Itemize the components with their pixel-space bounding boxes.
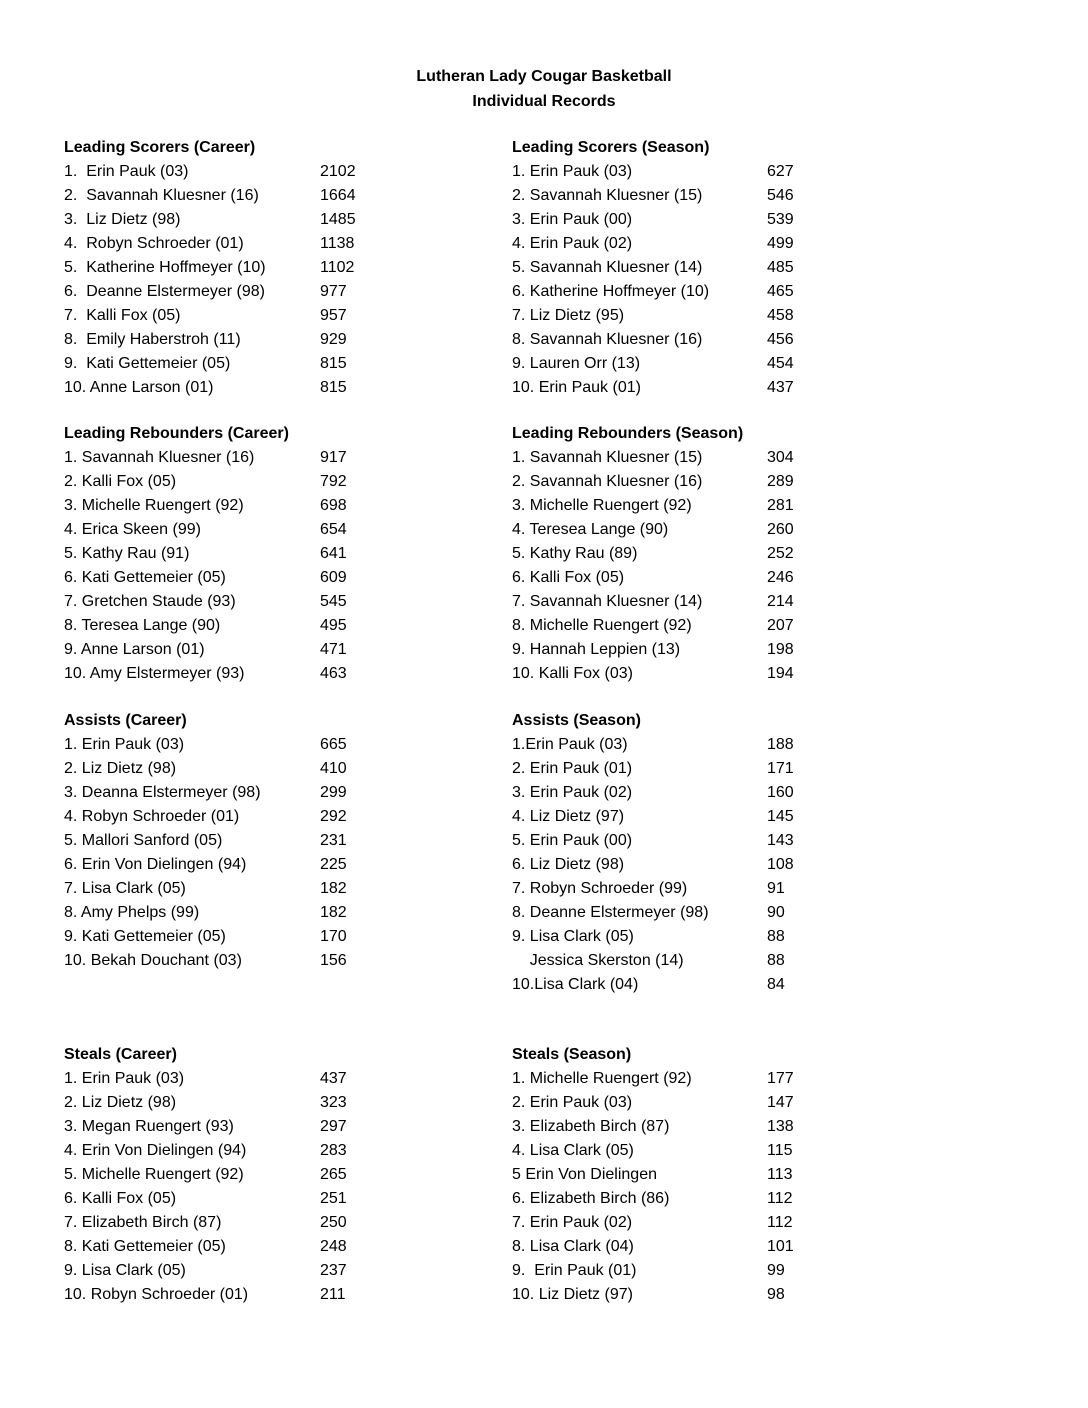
section-steals-career [64, 1043, 484, 1307]
player-name: 3. Erin Pauk (00) [512, 211, 633, 228]
section-heading: Leading Rebounders (Season) [512, 425, 744, 442]
record-row [512, 829, 932, 853]
record-row [64, 494, 484, 518]
player-name: 5. Katherine Hoffmeyer (10) [64, 259, 266, 276]
record-value: 265 [320, 1166, 347, 1183]
player-name: 7. Lisa Clark (05) [64, 880, 186, 897]
record-row [512, 1259, 932, 1283]
record-value: 207 [767, 617, 794, 634]
record-row [64, 1235, 484, 1259]
player-name: 4. Robyn Schroeder (01) [64, 808, 240, 825]
player-name: 9. Lisa Clark (05) [64, 1262, 186, 1279]
record-value: 437 [320, 1070, 347, 1087]
record-value: 437 [767, 379, 794, 396]
record-row [64, 542, 484, 566]
record-value: 182 [320, 880, 347, 897]
record-value: 1485 [320, 211, 356, 228]
record-value: 641 [320, 545, 347, 562]
section-heading: Steals (Career) [64, 1046, 177, 1063]
player-name: 3. Liz Dietz (98) [64, 211, 181, 228]
record-row [64, 1283, 484, 1307]
player-name: 4. Erin Von Dielingen (94) [64, 1142, 247, 1159]
record-row [512, 1211, 932, 1235]
record-value: 495 [320, 617, 347, 634]
player-name: 8. Michelle Ruengert (92) [512, 617, 692, 634]
player-name: 1. Michelle Ruengert (92) [512, 1070, 692, 1087]
player-name: 10. Bekah Douchant (03) [64, 952, 242, 969]
record-row [512, 781, 932, 805]
player-name: 5. Michelle Ruengert (92) [64, 1166, 244, 1183]
record-value: 198 [767, 641, 794, 658]
record-value: 156 [320, 952, 347, 969]
record-value: 248 [320, 1238, 347, 1255]
document-header [0, 64, 1088, 114]
record-value: 108 [767, 856, 794, 873]
record-row [64, 1259, 484, 1283]
record-value: 289 [767, 473, 794, 490]
record-row [64, 877, 484, 901]
record-value: 815 [320, 379, 347, 396]
player-name: 10. Liz Dietz (97) [512, 1286, 633, 1303]
record-value: 115 [767, 1142, 793, 1159]
record-value: 91 [767, 880, 785, 897]
player-name: 10. Robyn Schroeder (01) [64, 1286, 249, 1303]
record-value: 251 [320, 1190, 347, 1207]
player-name: 7. Kalli Fox (05) [64, 307, 181, 324]
record-row [64, 160, 484, 184]
player-name: 3. Elizabeth Birch (87) [512, 1118, 670, 1135]
player-name: 6. Kalli Fox (05) [512, 569, 625, 586]
player-name: 5. Erin Pauk (00) [512, 832, 633, 849]
record-row [64, 280, 484, 304]
record-row [64, 1211, 484, 1235]
player-name: 9. Lisa Clark (05) [512, 928, 634, 945]
record-row [64, 232, 484, 256]
document-title: Lutheran Lady Cougar Basketball [416, 68, 672, 85]
record-value: 957 [320, 307, 347, 324]
player-name: 2. Savannah Kluesner (16) [64, 187, 259, 204]
player-name: 5. Mallori Sanford (05) [64, 832, 223, 849]
record-row [64, 208, 484, 232]
player-name: Jessica Skerston (14) [512, 952, 684, 969]
record-row [64, 1163, 484, 1187]
record-row [512, 184, 932, 208]
record-value: 177 [767, 1070, 794, 1087]
player-name: 7. Elizabeth Birch (87) [64, 1214, 222, 1231]
record-row [512, 1235, 932, 1259]
section-scorers-career [64, 136, 484, 400]
section-heading: Assists (Career) [64, 712, 187, 729]
player-name: 6. Liz Dietz (98) [512, 856, 625, 873]
record-row [512, 1091, 932, 1115]
player-name: 5 Erin Von Dielingen [512, 1166, 657, 1183]
player-name: 10. Amy Elstermeyer (93) [64, 665, 245, 682]
player-name: 8. Savannah Kluesner (16) [512, 331, 703, 348]
record-value: 485 [767, 259, 794, 276]
record-value: 471 [320, 641, 347, 658]
player-name: 3. Michelle Ruengert (92) [512, 497, 692, 514]
record-value: 410 [320, 760, 347, 777]
player-name: 7. Erin Pauk (02) [512, 1214, 633, 1231]
player-name: 4. Liz Dietz (97) [512, 808, 625, 825]
player-name: 7. Savannah Kluesner (14) [512, 593, 703, 610]
record-row [512, 877, 932, 901]
record-row [64, 1139, 484, 1163]
record-value: 539 [767, 211, 794, 228]
player-name: 4. Erica Skeen (99) [64, 521, 201, 538]
player-name: 2. Liz Dietz (98) [64, 1094, 177, 1111]
record-row [64, 949, 484, 973]
record-row [64, 566, 484, 590]
record-value: 98 [767, 1286, 785, 1303]
record-row [64, 853, 484, 877]
record-row [512, 925, 932, 949]
record-value: 194 [767, 665, 794, 682]
record-row [64, 805, 484, 829]
record-row [512, 901, 932, 925]
record-row [512, 757, 932, 781]
record-value: 88 [767, 928, 785, 945]
record-row [64, 757, 484, 781]
record-value: 99 [767, 1262, 785, 1279]
record-value: 665 [320, 736, 347, 753]
record-row [512, 304, 932, 328]
record-row [512, 1163, 932, 1187]
section-heading: Assists (Season) [512, 712, 641, 729]
record-value: 297 [320, 1118, 347, 1135]
record-value: 225 [320, 856, 347, 873]
record-row [512, 805, 932, 829]
record-value: 499 [767, 235, 794, 252]
player-name: 9. Kati Gettemeier (05) [64, 355, 231, 372]
section-rebounders-season [512, 422, 932, 686]
record-value: 188 [767, 736, 794, 753]
record-value: 463 [320, 665, 347, 682]
record-row [64, 614, 484, 638]
player-name: 6. Kalli Fox (05) [64, 1190, 177, 1207]
player-name: 10.Lisa Clark (04) [512, 976, 639, 993]
record-row [64, 1067, 484, 1091]
record-value: 211 [320, 1286, 346, 1303]
player-name: 10. Kalli Fox (03) [512, 665, 633, 682]
record-row [512, 973, 932, 997]
player-name: 7. Liz Dietz (95) [512, 307, 625, 324]
record-row [64, 1091, 484, 1115]
record-row [512, 256, 932, 280]
player-name: 5. Kathy Rau (91) [64, 545, 190, 562]
record-value: 815 [320, 355, 347, 372]
record-row [64, 518, 484, 542]
record-value: 792 [320, 473, 347, 490]
player-name: 8. Lisa Clark (04) [512, 1238, 634, 1255]
player-name: 10. Erin Pauk (01) [512, 379, 641, 396]
record-row [512, 446, 932, 470]
record-row [512, 1139, 932, 1163]
record-row [512, 280, 932, 304]
record-row [512, 470, 932, 494]
record-value: 143 [767, 832, 794, 849]
record-row [64, 1115, 484, 1139]
record-row [512, 518, 932, 542]
record-value: 546 [767, 187, 794, 204]
player-name: 1. Savannah Kluesner (16) [64, 449, 255, 466]
player-name: 2. Kalli Fox (05) [64, 473, 177, 490]
player-name: 6. Deanne Elstermeyer (98) [64, 283, 265, 300]
record-value: 545 [320, 593, 347, 610]
player-name: 1. Erin Pauk (03) [512, 163, 633, 180]
record-value: 214 [767, 593, 794, 610]
player-name: 3. Michelle Ruengert (92) [64, 497, 244, 514]
record-value: 698 [320, 497, 347, 514]
record-row [512, 614, 932, 638]
record-row [512, 590, 932, 614]
section-steals-season [512, 1043, 932, 1307]
record-value: 170 [320, 928, 347, 945]
player-name: 6. Elizabeth Birch (86) [512, 1190, 670, 1207]
record-row [64, 328, 484, 352]
player-name: 5. Savannah Kluesner (14) [512, 259, 703, 276]
record-value: 112 [767, 1214, 793, 1231]
record-value: 917 [320, 449, 347, 466]
record-row [512, 208, 932, 232]
record-value: 171 [767, 760, 794, 777]
player-name: 1. Erin Pauk (03) [64, 163, 189, 180]
record-value: 609 [320, 569, 347, 586]
record-row [512, 542, 932, 566]
record-row [512, 1187, 932, 1211]
player-name: 8. Deanne Elstermeyer (98) [512, 904, 709, 921]
section-assists-season [512, 709, 932, 997]
player-name: 1.Erin Pauk (03) [512, 736, 628, 753]
player-name: 4. Robyn Schroeder (01) [64, 235, 244, 252]
player-name: 2. Erin Pauk (01) [512, 760, 633, 777]
player-name: 2. Liz Dietz (98) [64, 760, 177, 777]
record-row [64, 733, 484, 757]
record-row [64, 638, 484, 662]
record-value: 304 [767, 449, 794, 466]
record-row [64, 304, 484, 328]
record-row [64, 781, 484, 805]
player-name: 7. Robyn Schroeder (99) [512, 880, 688, 897]
player-name: 2. Savannah Kluesner (16) [512, 473, 703, 490]
section-scorers-season [512, 136, 932, 400]
record-row [512, 1067, 932, 1091]
player-name: 9. Anne Larson (01) [64, 641, 205, 658]
record-row [64, 829, 484, 853]
player-name: 9. Erin Pauk (01) [512, 1262, 637, 1279]
record-value: 138 [767, 1118, 794, 1135]
player-name: 8. Teresea Lange (90) [64, 617, 221, 634]
section-assists-career [64, 709, 484, 973]
record-value: 2102 [320, 163, 356, 180]
player-name: 8. Amy Phelps (99) [64, 904, 200, 921]
player-name: 7. Gretchen Staude (93) [64, 593, 236, 610]
section-rebounders-career [64, 422, 484, 686]
record-row [64, 590, 484, 614]
player-name: 9. Kati Gettemeier (05) [64, 928, 226, 945]
record-row [64, 901, 484, 925]
player-name: 4. Erin Pauk (02) [512, 235, 633, 252]
player-name: 3. Megan Ruengert (93) [64, 1118, 234, 1135]
record-value: 112 [767, 1190, 793, 1207]
record-value: 1138 [320, 235, 355, 252]
record-row [512, 566, 932, 590]
record-row [512, 494, 932, 518]
player-name: 4. Teresea Lange (90) [512, 521, 669, 538]
record-row [64, 352, 484, 376]
player-name: 6. Kati Gettemeier (05) [64, 569, 226, 586]
section-heading: Leading Scorers (Career) [64, 139, 256, 156]
record-value: 654 [320, 521, 347, 538]
record-value: 84 [767, 976, 785, 993]
player-name: 4. Lisa Clark (05) [512, 1142, 634, 1159]
record-value: 231 [320, 832, 347, 849]
record-row [64, 925, 484, 949]
record-value: 627 [767, 163, 794, 180]
record-value: 182 [320, 904, 347, 921]
record-value: 237 [320, 1262, 347, 1279]
record-row [64, 446, 484, 470]
record-value: 292 [320, 808, 347, 825]
record-value: 281 [767, 497, 794, 514]
player-name: 9. Hannah Leppien (13) [512, 641, 681, 658]
record-row [64, 470, 484, 494]
record-row [512, 949, 932, 973]
record-row [512, 638, 932, 662]
record-value: 456 [767, 331, 794, 348]
record-row [64, 662, 484, 686]
record-row [512, 376, 932, 400]
record-row [512, 232, 932, 256]
section-heading: Leading Rebounders (Career) [64, 425, 289, 442]
record-row [64, 1187, 484, 1211]
record-value: 977 [320, 283, 347, 300]
record-value: 1102 [320, 259, 355, 276]
player-name: 1. Savannah Kluesner (15) [512, 449, 703, 466]
record-value: 246 [767, 569, 794, 586]
player-name: 6. Katherine Hoffmeyer (10) [512, 283, 710, 300]
record-value: 299 [320, 784, 347, 801]
record-row [512, 733, 932, 757]
record-row [512, 853, 932, 877]
record-row [512, 352, 932, 376]
record-value: 323 [320, 1094, 347, 1111]
record-row [512, 1283, 932, 1307]
record-row [512, 160, 932, 184]
player-name: 3. Deanna Elstermeyer (98) [64, 784, 261, 801]
player-name: 5. Kathy Rau (89) [512, 545, 638, 562]
record-value: 90 [767, 904, 785, 921]
record-value: 454 [767, 355, 794, 372]
player-name: 10. Anne Larson (01) [64, 379, 214, 396]
section-heading: Leading Scorers (Season) [512, 139, 710, 156]
record-row [64, 376, 484, 400]
record-value: 147 [767, 1094, 794, 1111]
player-name: 8. Kati Gettemeier (05) [64, 1238, 226, 1255]
record-value: 101 [767, 1238, 794, 1255]
record-row [64, 256, 484, 280]
record-row [512, 1115, 932, 1139]
player-name: 9. Lauren Orr (13) [512, 355, 641, 372]
player-name: 8. Emily Haberstroh (11) [64, 331, 241, 348]
player-name: 6. Erin Von Dielingen (94) [64, 856, 247, 873]
record-value: 252 [767, 545, 794, 562]
player-name: 3. Erin Pauk (02) [512, 784, 633, 801]
section-heading: Steals (Season) [512, 1046, 632, 1063]
record-value: 458 [767, 307, 794, 324]
record-value: 88 [767, 952, 785, 969]
record-value: 283 [320, 1142, 347, 1159]
record-row [64, 184, 484, 208]
record-value: 250 [320, 1214, 347, 1231]
record-value: 1664 [320, 187, 356, 204]
record-value: 145 [767, 808, 794, 825]
document-subtitle: Individual Records [472, 93, 616, 110]
player-name: 2. Erin Pauk (03) [512, 1094, 633, 1111]
record-value: 465 [767, 283, 794, 300]
record-value: 929 [320, 331, 347, 348]
record-value: 160 [767, 784, 794, 801]
player-name: 1. Erin Pauk (03) [64, 1070, 185, 1087]
record-row [512, 328, 932, 352]
record-value: 113 [767, 1166, 793, 1183]
player-name: 2. Savannah Kluesner (15) [512, 187, 703, 204]
record-row [512, 662, 932, 686]
record-value: 260 [767, 521, 794, 538]
player-name: 1. Erin Pauk (03) [64, 736, 185, 753]
